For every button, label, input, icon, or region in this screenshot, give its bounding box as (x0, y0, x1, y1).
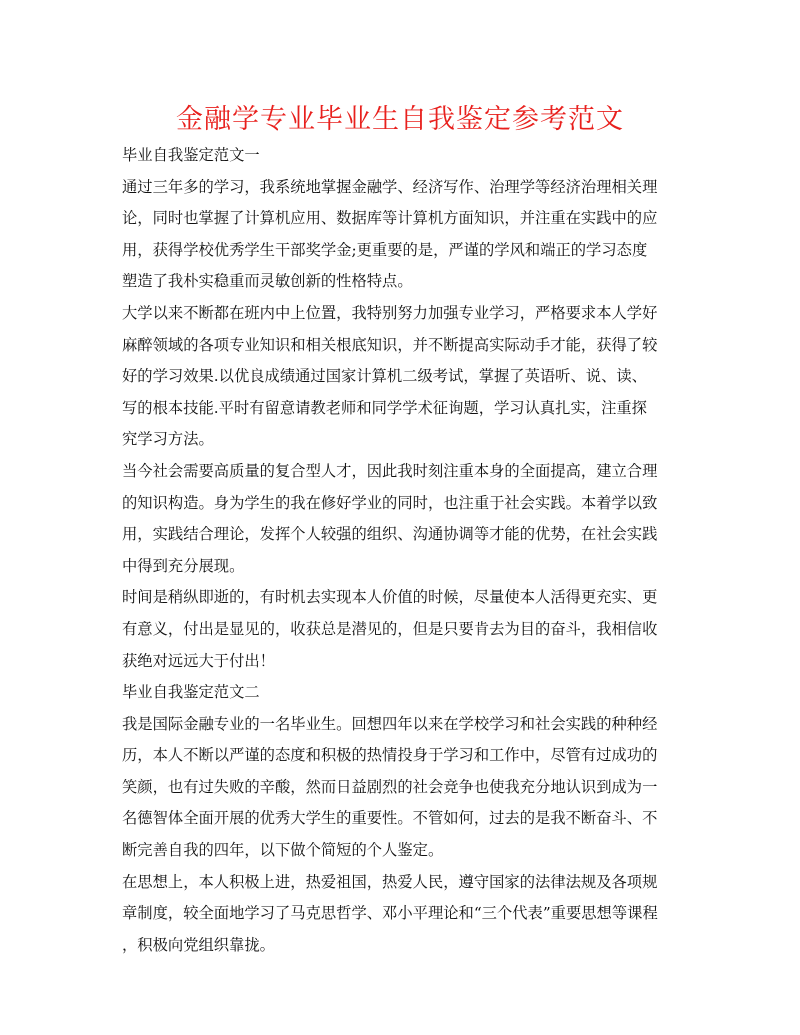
text-line: 好的学习效果.以优良成绩通过国家计算机二级考试，掌握了英语听、说、读、 (122, 367, 647, 386)
text-line: 大学以来不断都在班内中上位置，我特别努力加强专业学习，严格要求本人学好 (122, 303, 658, 322)
text-line: 通过三年多的学习，我系统地掌握金融学、经济写作、治理学等经济治理相关理 (122, 177, 658, 196)
text-line: 塑造了我朴实稳重而灵敏创新的性格特点。 (122, 272, 413, 291)
text-line: 究学习方法。 (122, 430, 214, 449)
section1-paragraph-3 (122, 456, 682, 582)
text-line: 断完善自我的四年，以下做个简短的个人鉴定。 (122, 841, 444, 860)
text-line: 获绝对远远大于付出！ (122, 651, 275, 670)
section1-paragraph-2 (122, 298, 682, 456)
section2-heading: 毕业自我鉴定范文二 (122, 683, 260, 702)
text-line: 写的根本技能.平时有留意请教老师和同学学术征询题，学习认真扎实，注重探 (122, 398, 647, 417)
document-body (122, 140, 682, 961)
text-line: 时间是稍纵即逝的，有时机去实现本人价值的时候，尽量使本人活得更充实、更 (122, 588, 658, 607)
section2-paragraph-2 (122, 867, 682, 962)
text-line: 历，本人不断以严谨的态度和积极的热情投身于学习和工作中，尽管有过成功的 (122, 746, 658, 765)
section1-paragraph-4 (122, 582, 682, 677)
text-line: 用，获得学校优秀学生干部奖学金;更重要的是，严谨的学风和端正的学习态度 (122, 240, 648, 259)
text-line: 的知识构造。身为学生的我在修好学业的同时，也注重于社会实践。本着学以致 (122, 493, 658, 512)
text-line: 章制度，较全面地学习了马克思哲学、邓小平理论和“三个代表”重要思想等课程 (122, 904, 658, 923)
section1-paragraph-1 (122, 172, 682, 298)
text-line: 当今社会需要高质量的复合型人才，因此我时刻注重本身的全面提高，建立合理 (122, 461, 658, 480)
text-line: 中得到充分展现。 (122, 556, 245, 575)
text-line: 在思想上，本人积极上进，热爱祖国，热爱人民，遵守国家的法律法规及各项规 (122, 872, 658, 891)
text-line: 笑颜，也有过失败的辛酸，然而日益剧烈的社会竞争也使我充分地认识到成为一 (122, 777, 658, 796)
text-line: 麻醉领域的各项专业知识和相关根底知识，并不断提高实际动手才能，获得了较 (122, 335, 658, 354)
section2-paragraph-1 (122, 709, 682, 867)
text-line: 我是国际金融专业的一名毕业生。回想四年以来在学校学习和社会实践的种种经 (122, 714, 658, 733)
text-line: 用，实践结合理论，发挥个人较强的组织、沟通协调等才能的优势，在社会实践 (122, 525, 658, 544)
text-line: ，积极向党组织靠拢。 (122, 935, 275, 954)
text-line: 名德智体全面开展的优秀大学生的重要性。不管如何，过去的是我不断奋斗、不 (122, 809, 658, 828)
section1-heading: 毕业自我鉴定范文一 (122, 146, 260, 164)
document-title: 金融学专业毕业生自我鉴定参考范文 (176, 104, 624, 135)
text-line: 有意义，付出是显见的，收获总是潜见的，但是只要肯去为目的奋斗，我相信收 (122, 619, 658, 638)
text-line: 论，同时也掌握了计算机应用、数据库等计算机方面知识，并注重在实践中的应 (122, 209, 658, 228)
